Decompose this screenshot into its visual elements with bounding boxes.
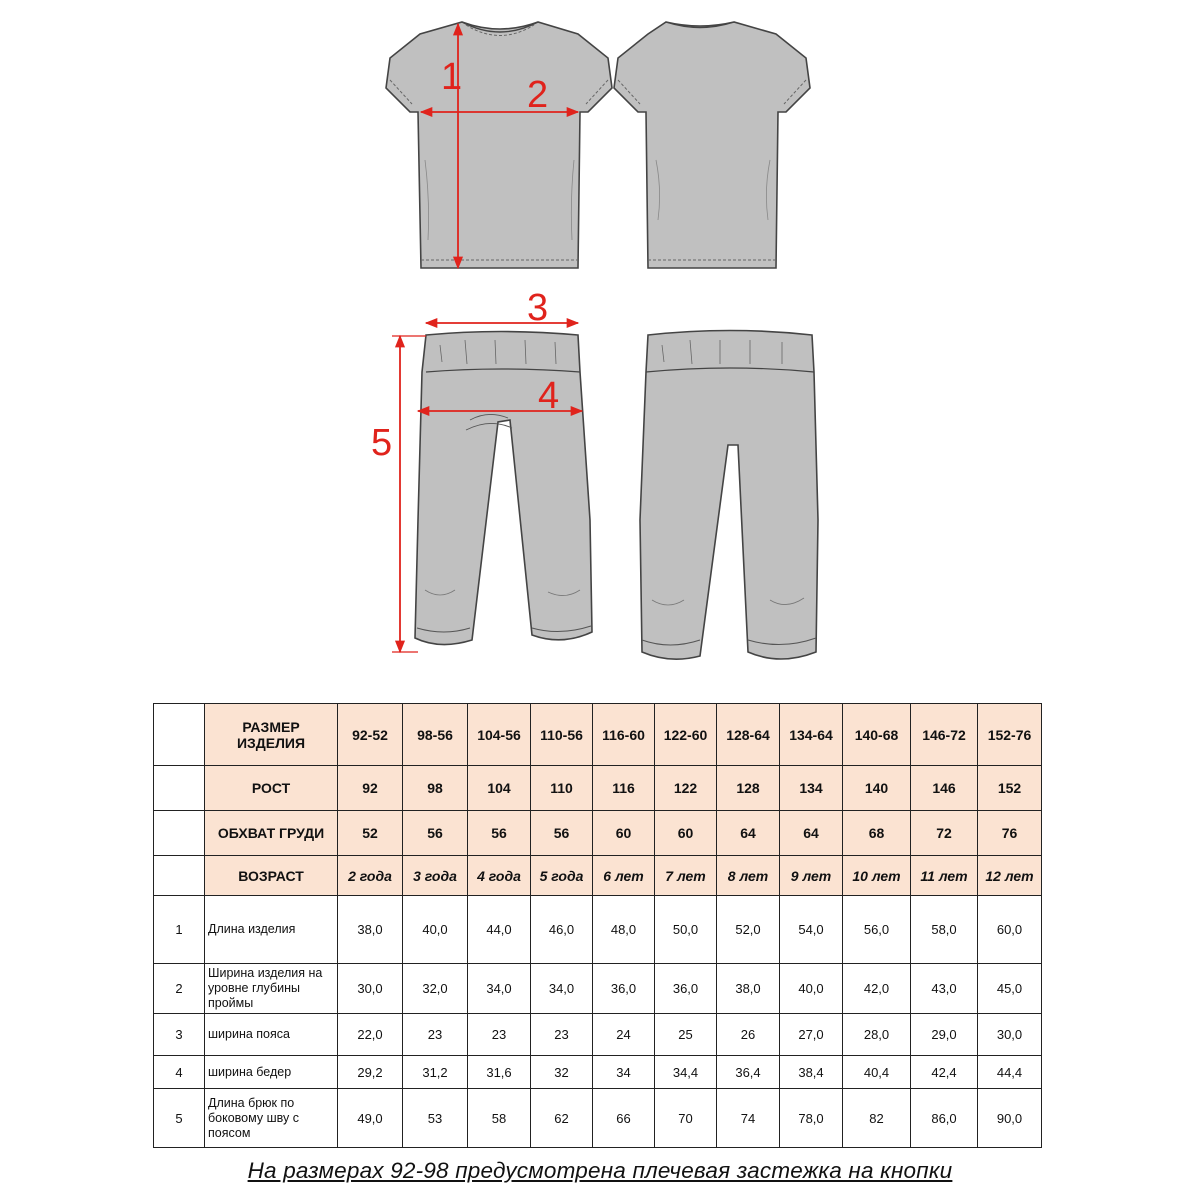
chest-cell: 52	[338, 811, 403, 856]
height-cell: 146	[911, 766, 978, 811]
measurement-row	[154, 1014, 1042, 1056]
age-cell: 4 года	[468, 856, 531, 896]
label-1: 1	[441, 56, 463, 98]
age-cell: 3 года	[403, 856, 468, 896]
measurement-value: 60,0	[978, 896, 1042, 964]
measurement-value: 56,0	[843, 896, 911, 964]
chest-cell: 56	[468, 811, 531, 856]
label-2: 2	[527, 74, 549, 116]
age-cell: 9 лет	[780, 856, 843, 896]
measurement-value: 44,4	[978, 1056, 1042, 1089]
measurement-value: 30,0	[338, 964, 403, 1014]
measurement-number: 2	[154, 964, 205, 1014]
size-cell: 92-52	[338, 704, 403, 766]
measurement-value: 46,0	[531, 896, 593, 964]
measurement-value: 45,0	[978, 964, 1042, 1014]
measurement-value: 43,0	[911, 964, 978, 1014]
measurement-name: ширина пояса	[205, 1014, 338, 1056]
size-cell: 110-56	[531, 704, 593, 766]
label-5: 5	[371, 422, 393, 464]
height-cell: 116	[593, 766, 655, 811]
label-3: 3	[527, 287, 549, 329]
size-row-head: РАЗМЕР ИЗДЕЛИЯ	[205, 704, 338, 766]
measurement-value: 23	[403, 1014, 468, 1056]
measurement-value: 36,0	[593, 964, 655, 1014]
size-cell: 104-56	[468, 704, 531, 766]
size-cell: 116-60	[593, 704, 655, 766]
measurement-value: 34,0	[531, 964, 593, 1014]
measurement-value: 30,0	[978, 1014, 1042, 1056]
measurement-value: 58,0	[911, 896, 978, 964]
measurement-value: 31,2	[403, 1056, 468, 1089]
measurement-value: 38,0	[338, 896, 403, 964]
measurement-number: 3	[154, 1014, 205, 1056]
measurement-value: 50,0	[655, 896, 717, 964]
measurement-value: 49,0	[338, 1089, 403, 1148]
measurement-value: 29,0	[911, 1014, 978, 1056]
measurement-value: 78,0	[780, 1089, 843, 1148]
age-cell: 2 года	[338, 856, 403, 896]
measurement-value: 54,0	[780, 896, 843, 964]
measurement-value: 90,0	[978, 1089, 1042, 1148]
size-cell: 128-64	[717, 704, 780, 766]
height-cell: 134	[780, 766, 843, 811]
measurement-value: 36,0	[655, 964, 717, 1014]
chest-cell: 68	[843, 811, 911, 856]
measurement-value: 34	[593, 1056, 655, 1089]
measurement-value: 38,4	[780, 1056, 843, 1089]
size-cell: 134-64	[780, 704, 843, 766]
size-cell: 122-60	[655, 704, 717, 766]
chest-cell: 64	[780, 811, 843, 856]
height-cell: 98	[403, 766, 468, 811]
measurement-value: 38,0	[717, 964, 780, 1014]
chest-cell: 60	[593, 811, 655, 856]
measurement-value: 34,0	[468, 964, 531, 1014]
measurement-value: 86,0	[911, 1089, 978, 1148]
age-cell: 11 лет	[911, 856, 978, 896]
size-table	[153, 703, 1042, 1148]
tshirt-back	[614, 22, 810, 268]
measurement-value: 58	[468, 1089, 531, 1148]
measurement-name: Длина брюк по боковому шву с поясом	[205, 1089, 338, 1148]
measurement-value: 40,0	[403, 896, 468, 964]
measurement-value: 24	[593, 1014, 655, 1056]
measurement-row	[154, 964, 1042, 1014]
height-cell: 122	[655, 766, 717, 811]
measurement-value: 27,0	[780, 1014, 843, 1056]
height-cell: 140	[843, 766, 911, 811]
measurement-value: 40,4	[843, 1056, 911, 1089]
empty-cell	[154, 704, 205, 766]
height-row	[154, 766, 1042, 811]
height-cell: 152	[978, 766, 1042, 811]
measurement-row	[154, 1056, 1042, 1089]
measurement-row	[154, 1089, 1042, 1148]
measurement-name: ширина бедер	[205, 1056, 338, 1089]
height-row-head: РОСТ	[205, 766, 338, 811]
measurement-value: 23	[468, 1014, 531, 1056]
measurement-value: 26	[717, 1014, 780, 1056]
empty-cell	[154, 766, 205, 811]
empty-cell	[154, 856, 205, 896]
size-row	[154, 704, 1042, 766]
measurement-value: 62	[531, 1089, 593, 1148]
age-cell: 6 лет	[593, 856, 655, 896]
chest-row-head: ОБХВАТ ГРУДИ	[205, 811, 338, 856]
measurement-value: 32,0	[403, 964, 468, 1014]
measurement-value: 42,4	[911, 1056, 978, 1089]
age-cell: 12 лет	[978, 856, 1042, 896]
measurement-number: 1	[154, 896, 205, 964]
size-cell: 98-56	[403, 704, 468, 766]
tshirt-front	[386, 22, 612, 268]
pants-front	[415, 332, 592, 645]
chest-cell: 76	[978, 811, 1042, 856]
chest-cell: 72	[911, 811, 978, 856]
chest-cell: 56	[531, 811, 593, 856]
measurement-value: 32	[531, 1056, 593, 1089]
measurement-value: 52,0	[717, 896, 780, 964]
measurement-value: 34,4	[655, 1056, 717, 1089]
measurement-value: 36,4	[717, 1056, 780, 1089]
age-cell: 10 лет	[843, 856, 911, 896]
chest-cell: 56	[403, 811, 468, 856]
empty-cell	[154, 811, 205, 856]
size-cell: 146-72	[911, 704, 978, 766]
footnote: На размерах 92-98 предусмотрена плечевая застежка на кнопки	[247, 1158, 953, 1183]
measurement-value: 28,0	[843, 1014, 911, 1056]
measurement-value: 74	[717, 1089, 780, 1148]
measurement-value: 53	[403, 1089, 468, 1148]
measurement-value: 66	[593, 1089, 655, 1148]
measurement-value: 23	[531, 1014, 593, 1056]
measurement-value: 70	[655, 1089, 717, 1148]
age-cell: 5 года	[531, 856, 593, 896]
measurement-value: 42,0	[843, 964, 911, 1014]
height-cell: 104	[468, 766, 531, 811]
measurement-value: 31,6	[468, 1056, 531, 1089]
measurement-row	[154, 896, 1042, 964]
chest-row	[154, 811, 1042, 856]
size-cell: 152-76	[978, 704, 1042, 766]
label-4: 4	[538, 375, 560, 417]
measurement-value: 82	[843, 1089, 911, 1148]
measurement-value: 25	[655, 1014, 717, 1056]
height-cell: 128	[717, 766, 780, 811]
chest-cell: 60	[655, 811, 717, 856]
measurement-value: 48,0	[593, 896, 655, 964]
measurement-name: Ширина изделия на уровне глубины проймы	[205, 964, 338, 1014]
pants-back	[640, 331, 818, 660]
age-row	[154, 856, 1042, 896]
age-row-head: ВОЗРАСТ	[205, 856, 338, 896]
height-cell: 92	[338, 766, 403, 811]
measurement-number: 4	[154, 1056, 205, 1089]
measurement-value: 44,0	[468, 896, 531, 964]
measurement-number: 5	[154, 1089, 205, 1148]
age-cell: 8 лет	[717, 856, 780, 896]
measurement-value: 40,0	[780, 964, 843, 1014]
measurement-value: 22,0	[338, 1014, 403, 1056]
age-cell: 7 лет	[655, 856, 717, 896]
size-cell: 140-68	[843, 704, 911, 766]
chest-cell: 64	[717, 811, 780, 856]
measurement-name: Длина изделия	[205, 896, 338, 964]
height-cell: 110	[531, 766, 593, 811]
measurement-value: 29,2	[338, 1056, 403, 1089]
